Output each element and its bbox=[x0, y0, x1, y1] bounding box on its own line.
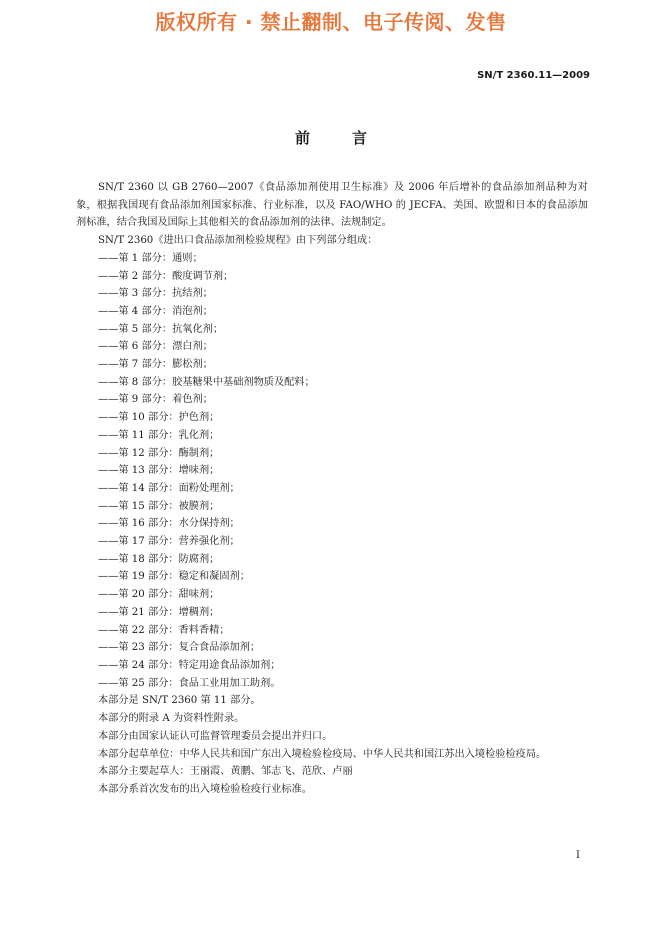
list-item: ——第 10 部分：护色剂； bbox=[98, 412, 220, 424]
closing-drafting-units: 本部分起草单位：中华人民共和国广东出入境检验检疫局、中华人民共和国江苏出入境检验检疫局。 bbox=[98, 748, 547, 760]
list-item: ——第 15 部分：被膜剂； bbox=[98, 500, 220, 512]
list-item: ——第 18 部分：防腐剂； bbox=[98, 553, 220, 565]
list-item: ——第 16 部分：水分保持剂； bbox=[98, 518, 240, 530]
list-item: ——第 14 部分：面粉处理剂； bbox=[98, 482, 240, 494]
page-title: 前言 bbox=[294, 129, 409, 147]
closing-proposer: 本部分由国家认证认可监督管理委员会提出并归口。 bbox=[98, 730, 333, 742]
closing-appendix: 本部分的附录 A 为资料性附录。 bbox=[98, 713, 245, 725]
closing-first-release: 本部分系首次发布的出入境检验检疫行业标准。 bbox=[98, 783, 312, 795]
list-item: ——第 13 部分：增味剂； bbox=[98, 465, 220, 477]
list-item: ——第 9 部分：着色剂； bbox=[98, 394, 213, 406]
intro-paragraph: SN/T 2360 以 GB 2760—2007《食品添加剂使用卫生标准》及 2006 年后增补的食品添加剂品种为对象，根据我国现有食品添加剂国家标准、行业标准，以及 FAO/WHO 的 JECFA、美国、欧盟和日本的食品添加剂标准，结合我国及国际上其他相关的食品添加剂的法律、法规制定。 bbox=[76, 182, 588, 229]
list-item: ——第 7 部分：膨松剂； bbox=[98, 359, 213, 371]
list-item: ——第 6 部分：漂白剂； bbox=[98, 341, 213, 353]
closing-part-number: 本部分是 SN/T 2360 第 11 部分。 bbox=[98, 695, 261, 707]
list-item: ——第 2 部分：酸度调节剂； bbox=[98, 270, 234, 282]
list-item: ——第 3 部分：抗结剂； bbox=[98, 288, 213, 300]
closing-drafters: 本部分主要起草人：王丽霞、黄鹏、邹志飞、范欣、卢丽 bbox=[98, 766, 353, 778]
document-body bbox=[76, 179, 588, 799]
list-item: ——第 22 部分：香料香精； bbox=[98, 624, 230, 636]
standard-code: SN/T 2360.11—2009 bbox=[477, 70, 590, 81]
copyright-watermark: 版权所有 · 禁止翻制、电子传阅、发售 bbox=[155, 10, 507, 34]
list-item: ——第 11 部分：乳化剂； bbox=[98, 429, 220, 441]
list-item: ——第 25 部分：食品工业用加工助剂。 bbox=[98, 677, 281, 689]
page-number: I bbox=[576, 850, 580, 861]
list-item: ——第 4 部分：消泡剂； bbox=[98, 305, 213, 317]
list-item: ——第 20 部分：甜味剂； bbox=[98, 589, 220, 601]
list-item: ——第 24 部分：特定用途食品添加剂； bbox=[98, 659, 281, 671]
list-item: ——第 21 部分：增稠剂； bbox=[98, 606, 220, 618]
list-item: ——第 8 部分：胶基糖果中基础剂物质及配料； bbox=[98, 376, 315, 388]
list-item: ——第 17 部分：营养强化剂； bbox=[98, 536, 240, 548]
list-item: ——第 12 部分：酶制剂； bbox=[98, 447, 220, 459]
list-item: ——第 1 部分：通则； bbox=[98, 252, 203, 264]
list-item: ——第 23 部分：复合食品添加剂； bbox=[98, 642, 261, 654]
list-item: ——第 19 部分：稳定和凝固剂； bbox=[98, 571, 250, 583]
parts-intro: SN/T 2360《进出口食品添加剂检验规程》由下列部分组成： bbox=[98, 235, 378, 247]
parts-list bbox=[76, 250, 588, 693]
list-item: ——第 5 部分：抗氧化剂； bbox=[98, 323, 224, 335]
